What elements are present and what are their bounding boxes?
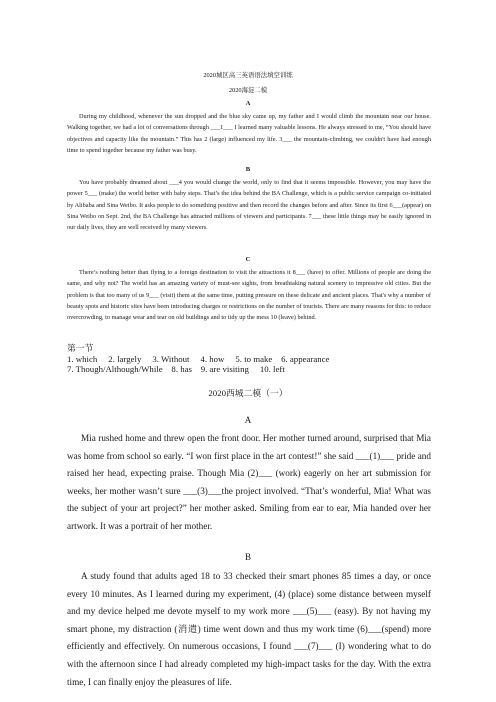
- answer-line-2: 7. Though/Although/While 8. has 9. are visiting 10. left: [67, 364, 285, 374]
- paragraph-xicheng-b: A study found that adults aged 18 to 33 checked their smart phones 85 times a day, or once every 10 minutes. As I learned during my experiment, (4) (place) some distance between myself and my device helped me devote myself to my work more ___(5)___ (easy). By not having my smart phone, my distraction (消遣) time went down and thus my work time (6)___(spend) more efficiently and effectively. On numerous occasions, I found ___(7)___ (I) wondering what to do with the afternoon since I had already completed my high-impact tasks for the day. With the extra time, I can finally enjoy the pleasures of life.: [67, 571, 431, 687]
- document-subtitle: 2020海淀二模: [228, 87, 268, 94]
- section-letter-c: C: [245, 256, 251, 263]
- paragraph-xicheng-a: Mia rushed home and threw open the front door. Her mother turned around, surprised that Mia was home from school so early. “I won first place in the art contest!” she said ___(1)___ pride and raised her head, expecting praise. Though Mia (2)___ (work) eagerly on her art submission for weeks, her mother wasn’t sure ___(3)___the project involved. “That’s wonderful, Mia! What was the subject of your art project?” her mother asked. Smiling from ear to ear, Mia handed over her artwork. It was a portrait of her mother.: [67, 433, 431, 531]
- xicheng-title: 2020西城二模（一）: [208, 388, 288, 398]
- paragraph-haidian-c: There’s nothing better than flying to a foreign destination to visit the attractions it 8___ (have) to offer. Millions of people are doing the same, and why not? The world has an amazing variety of must-see sights, from breathtaking natural scenery to impressive old cities. But the problem is that too many of us 9___ (visit) them at the same time, putting pressure on these delicate and ancient places. That's why a number of beauty spots and historic sites have been introducing charges or restrictions on the number of tourists. There are many reasons for this: to reduce overcrowding, to manage wear and tear on old buildings and to tidy up the mess 10 (leave) behind.: [67, 269, 431, 322]
- answer-key: [67, 343, 447, 375]
- answer-line-1: 1. which 2. largely 3. Without 4. how 5. to make 6. appearance: [67, 353, 330, 364]
- answer-label: 第一节: [67, 343, 94, 353]
- paragraph-haidian-b: You have probably dreamed about ___4 you would change the world, only to find that it seems impossible. However, you may have the power 5___ (make) the world better with baby steps. That’s the idea behind the BA Challenge, which is a public service campaign co-initiated by Alibaba and Sina Weibo. It asks people to do something positive and then record the changes before and after. Since its first 6___(appear) on Sina Weibo on Sept. 2nd, the BA Challenge has attracted millions of viewers and participants. 7___ these little things may be easily ignored in our daily lives, they are well received by many viewers.: [67, 179, 431, 232]
- section-letter-b-2: B: [244, 552, 251, 562]
- section-letter-a: A: [245, 100, 251, 107]
- section-letter-b: B: [245, 166, 251, 173]
- section-letter-a-2: A: [244, 415, 252, 425]
- document-title: 2020城区高三英语语法填空训练: [203, 72, 293, 79]
- paragraph-haidian-a: During my childhood, whenever the sun dropped and the blue sky came up, my father and I would climb the mountain near our house. Walking together, we had a lot of conversations through ___1___ I learned many valuable lessons. He always stressed to me, “You should have objectives and capacity like the mountain.” This has 2 (large) influenced my life. 3___ the mountain-climbing, we couldn't have had enough time to spend together because my father was busy.: [67, 113, 431, 154]
